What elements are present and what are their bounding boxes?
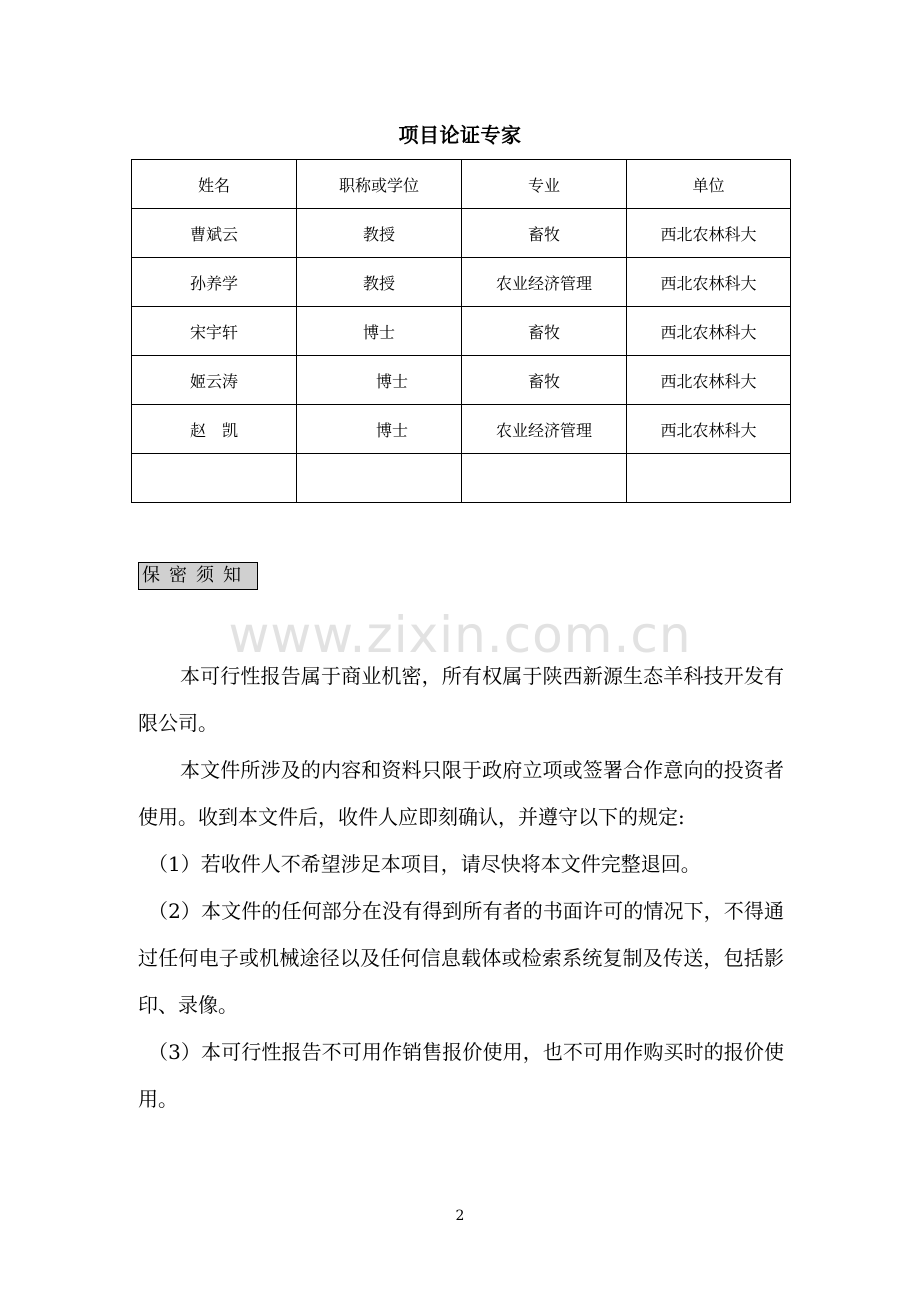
table-cell: 孙养学 [132, 258, 297, 307]
table-row [132, 209, 791, 258]
notice-item: （2）本文件的任何部分在没有得到所有者的书面许可的情况下，不得通过任何电子或机械途径以及任何信息载体或检索系统复制及传送，包括影印、录像。 [138, 899, 784, 1017]
table-cell [132, 454, 297, 503]
confidentiality-notice-body [138, 653, 784, 1123]
table-row [132, 307, 791, 356]
page-number: 2 [455, 1208, 465, 1224]
confidentiality-notice-heading: 保密须知 [138, 562, 258, 590]
table-cell: 赵 凯 [132, 405, 297, 454]
notice-paragraph: 本文件所涉及的内容和资料只限于政府立项或签署合作意向的投资者使用。收到本文件后，收件人应即刻确认，并遵守以下的规定: [138, 758, 784, 829]
table-cell [462, 454, 627, 503]
notice-item: （1）若收件人不希望涉足本项目，请尽快将本文件完整退回。 [148, 852, 701, 876]
column-header-unit: 单位 [627, 160, 791, 209]
table-cell [627, 454, 791, 503]
table-cell [297, 454, 462, 503]
table-row [132, 356, 791, 405]
table-cell: 畜牧 [462, 209, 627, 258]
experts-table [131, 159, 791, 503]
table-cell: 博士 [297, 356, 462, 405]
table-cell: 宋宇轩 [132, 307, 297, 356]
column-header-name: 姓名 [132, 160, 297, 209]
table-cell: 畜牧 [462, 307, 627, 356]
table-cell: 西北农林科大 [627, 405, 791, 454]
table-row [132, 405, 791, 454]
column-header-major: 专业 [462, 160, 627, 209]
table-row [132, 258, 791, 307]
table-cell: 西北农林科大 [627, 209, 791, 258]
table-cell: 西北农林科大 [627, 258, 791, 307]
notice-paragraph: 本可行性报告属于商业机密，所有权属于陕西新源生态羊科技开发有限公司。 [138, 664, 784, 735]
table-cell: 博士 [297, 307, 462, 356]
table-cell: 畜牧 [462, 356, 627, 405]
table-cell: 姬云涛 [132, 356, 297, 405]
column-header-title: 职称或学位 [297, 160, 462, 209]
table-row-empty [132, 454, 791, 503]
watermark: www.zixin.com.cn [228, 606, 692, 664]
page-title: 项目论证专家 [398, 123, 522, 147]
table-cell: 西北农林科大 [627, 307, 791, 356]
table-cell: 西北农林科大 [627, 356, 791, 405]
table-cell: 曹斌云 [132, 209, 297, 258]
table-cell: 农业经济管理 [462, 258, 627, 307]
table-cell: 博士 [297, 405, 462, 454]
table-cell: 教授 [297, 258, 462, 307]
table-header-row [132, 160, 791, 209]
table-cell: 农业经济管理 [462, 405, 627, 454]
table-cell: 教授 [297, 209, 462, 258]
notice-item: （3）本可行性报告不可用作销售报价使用，也不可用作购买时的报价使用。 [138, 1040, 784, 1111]
